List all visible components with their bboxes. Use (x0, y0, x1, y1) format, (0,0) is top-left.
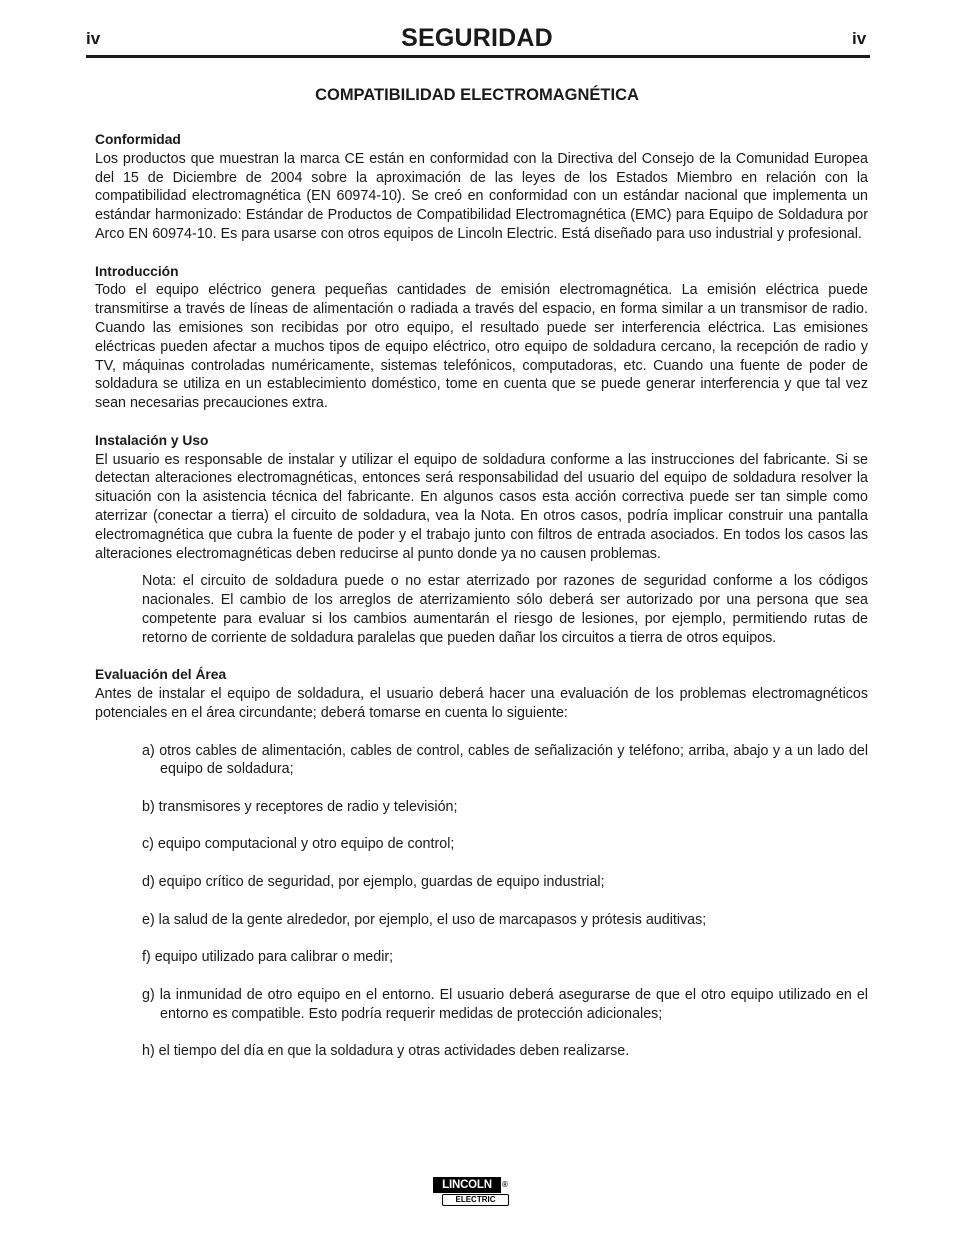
list-item: h) el tiempo del día en que la soldadura y otras actividades deben realizarse. (142, 1043, 630, 1060)
header-rule (86, 55, 870, 58)
list-item: b) transmisores y receptores de radio y televisión; (142, 798, 458, 815)
list-item: c) equipo computacional y otro equipo de control; (142, 836, 455, 853)
evaluacion-heading: Evaluación del Área (95, 667, 227, 683)
page-number-left: iv (86, 29, 101, 48)
page-number-right: iv (852, 29, 867, 48)
conformidad-heading: Conformidad (95, 132, 181, 147)
introduccion-heading: Introducción (95, 263, 179, 279)
lincoln-electric-logo (433, 1177, 511, 1208)
list-item: g) la inmunidad de otro equipo en el entorno. El usuario deberá asegurarse de que el otro equipo utilizado en el entorno es compatible. Esto podría requerir medidas de protección adicionales; (142, 986, 868, 1022)
instalacion-heading: Instalación y Uso (95, 432, 209, 448)
list-item: a) otros cables de alimentación, cables de control, cables de señalización y teléfono; arriba, abajo y a un lado del equipo de soldadura; (142, 742, 868, 778)
logo-top-text: LINCOLN (433, 1177, 501, 1193)
logo-registered-mark: ® (502, 1180, 508, 1189)
section-title: COMPATIBILIDAD ELECTROMAGNÉTICA (315, 86, 639, 104)
evaluacion-list (95, 742, 868, 1062)
page-title: SEGURIDAD (401, 24, 553, 52)
introduccion-text: Todo el equipo eléctrico genera pequeñas cantidades de emisión electromagnética. La emisión eléctrica puede transmitirse a través de líneas de alimentación o radiada a través del espacio, en forma similar a un transmisor de radio. Cuando las emisiones son recibidas por otro equipo, el resultado puede ser interferencia eléctrica. Las emisiones eléctricas pueden afectar a muchos tipos de equipo eléctrico, otro equipo de soldadura cercano, la recepción de radio y TV, máquinas controladas numéricamente, sistemas telefónicos, computadoras, etc. Cuando una fuente de poder de soldadura se utiliza en un establecimiento doméstico, tome en cuenta que se puede generar interferencia y que tal vez sean necesarias precauciones extra. (95, 282, 868, 412)
document-body (95, 131, 868, 1080)
list-item: f) equipo utilizado para calibrar o medir; (142, 949, 394, 966)
list-item: d) equipo crítico de seguridad, por ejemplo, guardas de equipo industrial; (142, 874, 605, 891)
evaluacion-text: Antes de instalar el equipo de soldadura, el usuario deberá hacer una evaluación de los problemas electromagnéticos potenciales en el área circundante; deberá tomarse en cuenta lo siguiente: (95, 686, 868, 721)
conformidad-text: Los productos que muestran la marca CE están en conformidad con la Directiva del Consejo de la Comunidad Europea del 15 de Diciembre de 2004 sobre la aproximación de las leyes de los Estados Miembro en relación con la compatibilidad electromagnética (EN 60974-10). Se creó en conformidad con un estándar nacional que implementa un estándar harmonizado: Estándar de Productos de Compatibilidad Electromagnética (EMC) para Equipo de Soldadura por Arco EN 60974-10. Es para usarse con otros equipos de Lincoln Electric. Está diseñado para uso industrial y profesional. (95, 150, 868, 242)
instalacion-note: Nota: el circuito de soldadura puede o no estar aterrizado por razones de seguridad conforme a los códigos nacionales. El cambio de los arreglos de aterrizamiento sólo deberá ser autorizado por una persona que sea competente para evaluar si los cambios aumentarán el riesgo de lesiones, por ejemplo, permitiendo rutas de retorno de corriente de soldadura paralelas que pueden dañar los circuitos a tierra de otros equipos. (142, 573, 868, 646)
instalacion-text: El usuario es responsable de instalar y utilizar el equipo de soldadura conforme a las instrucciones del fabricante. Si se detectan alteraciones electromagnéticas, entonces será responsabilidad del usuario del equipo de soldadura resolver la situación con la asistencia técnica del fabricante. En algunos casos esta acción correctiva puede ser tan simple como aterrizar (conectar a tierra) el circuito de soldadura, vea la Nota. En otros casos, podría implicar construir una pantalla electromagnética que cubra la fuente de poder y el trabajo junto con filtros de entrada asociados. En todos los casos las alteraciones electromagnéticas deben reducirse al punto donde ya no causen problemas. (95, 451, 868, 562)
list-item: e) la salud de la gente alrededor, por ejemplo, el uso de marcapasos y prótesis auditivas; (142, 911, 707, 928)
logo-bottom-text: ELECTRIC (442, 1194, 509, 1206)
